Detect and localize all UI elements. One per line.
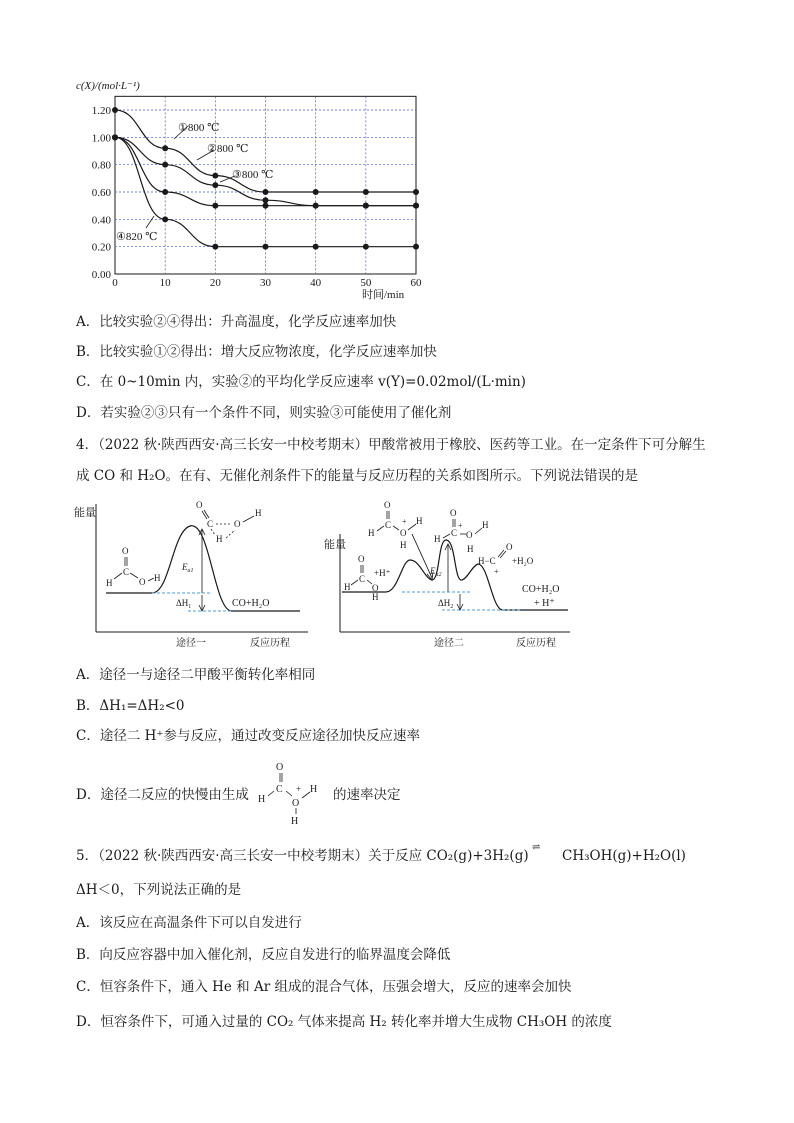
x-tick-label: 40 <box>310 277 322 289</box>
q4-option-d-post: 的速率决定 <box>333 787 401 803</box>
q4-option-b: B．ΔH₁=ΔH₂<0 <box>76 698 185 714</box>
y-tick-label: 1.20 <box>91 105 111 117</box>
svg-text:H−C: H−C <box>478 556 496 566</box>
svg-text:H: H <box>482 520 489 530</box>
data-point <box>212 203 218 209</box>
q5-option-d: D．恒容条件下，可通入过量的 CO₂ 气体来提高 H₂ 转化率并增大生成物 CH₃OH 的浓度 <box>76 1014 612 1030</box>
svg-text:C: C <box>385 520 392 530</box>
data-point <box>162 145 168 151</box>
data-point <box>263 244 269 250</box>
svg-text:H: H <box>344 582 351 592</box>
data-point <box>413 189 419 195</box>
x-tick-label: 50 <box>360 277 372 289</box>
svg-text:H: H <box>467 544 474 554</box>
data-point <box>313 203 319 209</box>
energy-axis-label: 能量 <box>74 507 96 519</box>
dh1-label: $\Delta H_1$ <box>176 598 192 610</box>
progress-label-1: 反应历程 <box>250 638 290 649</box>
y-tick-label: 0.40 <box>91 214 111 227</box>
x-tick-label: 30 <box>260 277 271 289</box>
data-point <box>263 189 269 195</box>
svg-text:H: H <box>106 578 113 588</box>
svg-text:C: C <box>276 784 283 795</box>
chart-ylabel: c(X)/(mol·L⁻¹) <box>76 80 140 92</box>
y-tick-label: 0.80 <box>91 159 111 172</box>
series-label-1: ①800 ℃ <box>178 122 220 134</box>
data-point <box>363 189 369 195</box>
q5-option-b: B．向反应容器中加入催化剂，反应自发进行的临界温度会降低 <box>76 947 451 963</box>
q5-stem-line2: ΔH＜0，下列说法正确的是 <box>76 882 242 898</box>
q3-option-c: C．在 0~10min 内，实验②的平均化学反应速率 v(Y)=0.02mol/(L·min) <box>76 374 526 390</box>
q5-option-c: C．恒容条件下，通入 He 和 Ar 组成的混合气体，压强会增大，反应的速率会加快 <box>76 979 572 995</box>
data-point <box>413 244 419 250</box>
equilibrium-arrows-icon: ⇌ <box>532 842 541 853</box>
path1-label: 途径一 <box>176 638 206 649</box>
ea2-label: $E_{a2}$ <box>430 566 442 578</box>
q4-option-a: A．途径一与途径二甲酸平衡转化率相同 <box>76 667 316 683</box>
svg-text:O: O <box>506 542 513 552</box>
series-label-3: ③800 ℃ <box>232 169 274 181</box>
product-label-2a: CO+H₂O <box>522 584 560 595</box>
x-tick-label: 20 <box>209 277 221 289</box>
svg-text:H: H <box>434 534 441 544</box>
data-point <box>112 134 118 140</box>
data-point <box>212 182 218 188</box>
dh2-label: $\Delta H_2$ <box>438 598 454 610</box>
series-label-4: ④820 ℃ <box>116 231 158 243</box>
svg-text:O: O <box>384 500 391 510</box>
q4-option-d-pre: D．途径二反应的快慢由生成 <box>76 787 249 803</box>
chart-xlabel: 时间/min <box>362 289 405 301</box>
q5-stem-line1-pre: 5．（2022 秋·陕西西安·高三长安一中校考期末）关于反应 CO₂(g)+3H₂(g) <box>76 848 529 864</box>
concentration-time-chart <box>70 74 430 304</box>
svg-text:H: H <box>291 816 299 826</box>
protonated-formic-acid-structure <box>256 760 328 826</box>
x-tick-label: 10 <box>159 277 171 289</box>
data-point <box>413 203 419 209</box>
y-tick-label: 0.00 <box>91 269 111 281</box>
svg-text:H: H <box>416 516 423 526</box>
svg-text:O: O <box>196 500 203 510</box>
svg-text:+: + <box>296 784 302 794</box>
svg-text:+: + <box>494 567 499 576</box>
svg-text:C: C <box>451 528 458 538</box>
energy-diagram-path2 <box>322 494 584 654</box>
q3-option-b: B．比较实验①②得出：增大反应物浓度，化学反应速率加快 <box>76 344 437 360</box>
svg-text:H: H <box>372 592 379 602</box>
product-label-1: CO+H₂O <box>232 598 270 609</box>
svg-text:O: O <box>400 528 407 538</box>
svg-text:H: H <box>216 534 223 544</box>
svg-text:O: O <box>276 762 284 773</box>
q3-option-d: D．若实验②③只有一个条件不同，则实验③可能使用了催化剂 <box>76 405 452 421</box>
data-point <box>313 189 319 195</box>
svg-text:O: O <box>139 577 146 587</box>
svg-text:H: H <box>310 784 318 795</box>
data-point <box>363 203 369 209</box>
data-point <box>212 173 218 179</box>
y-tick-label: 1.00 <box>91 132 111 145</box>
svg-text:O: O <box>234 519 241 529</box>
svg-text:O: O <box>372 583 379 593</box>
product-label-2b: + H⁺ <box>534 598 555 609</box>
data-point <box>112 107 118 113</box>
series-label-2: ②800 ℃ <box>207 143 249 155</box>
svg-text:C: C <box>359 574 366 584</box>
svg-text:C: C <box>207 519 214 529</box>
svg-text:H: H <box>258 794 266 805</box>
chart-series-labels <box>116 122 273 243</box>
energy-axis-label-2: 能量 <box>324 539 346 551</box>
energy-diagram-path1 <box>72 494 322 654</box>
h2o-label: +H₂O <box>512 556 534 566</box>
data-point <box>162 216 168 222</box>
svg-text:+: + <box>458 521 463 530</box>
data-point <box>162 162 168 168</box>
svg-text:H: H <box>255 508 262 518</box>
data-point <box>162 189 168 195</box>
q4-stem-line1: 4．（2022 秋·陕西西安·高三长安一中校考期末）甲酸常被用于橡胶、医药等工业。在一定条件下可分解生 <box>76 437 706 453</box>
x-tick-label: 0 <box>112 277 118 289</box>
svg-text:C: C <box>123 567 130 577</box>
progress-label-2: 反应历程 <box>516 638 556 649</box>
y-tick-label: 0.20 <box>91 241 111 254</box>
q4-option-c: C．途径二 H⁺参与反应，通过改变反应途径加快反应速率 <box>76 728 421 744</box>
q3-option-a: A．比较实验②④得出：升高温度，化学反应速率加快 <box>76 314 397 330</box>
q5-option-a: A．该反应在高温条件下可以自发进行 <box>76 915 302 931</box>
data-point <box>263 197 269 203</box>
hplus-label: +H⁺ <box>374 568 391 578</box>
svg-text:O: O <box>466 530 473 540</box>
path2-label: 途径二 <box>434 638 464 649</box>
chart-ticks <box>92 105 422 289</box>
svg-text:H: H <box>154 573 161 583</box>
ea1-label: $E_{a1}$ <box>182 562 194 574</box>
x-tick-label: 60 <box>410 277 422 289</box>
svg-text:H: H <box>368 528 375 538</box>
svg-text:O: O <box>358 554 365 564</box>
y-tick-label: 0.60 <box>91 187 111 199</box>
svg-text:O: O <box>122 546 129 556</box>
svg-text:H: H <box>400 540 407 550</box>
svg-text:+: + <box>402 517 407 526</box>
svg-text:O: O <box>292 798 300 809</box>
svg-text:O: O <box>450 508 457 518</box>
q4-stem-line2: 成 CO 和 H₂O。在有、无催化剂条件下的能量与反应历程的关系如图所示。下列说法错误的是 <box>76 468 639 484</box>
data-point <box>363 244 369 250</box>
data-point <box>212 244 218 250</box>
q5-stem-line1-post: CH₃OH(g)+H₂O(l) <box>562 848 686 864</box>
data-point <box>313 244 319 250</box>
data-point <box>263 203 269 209</box>
